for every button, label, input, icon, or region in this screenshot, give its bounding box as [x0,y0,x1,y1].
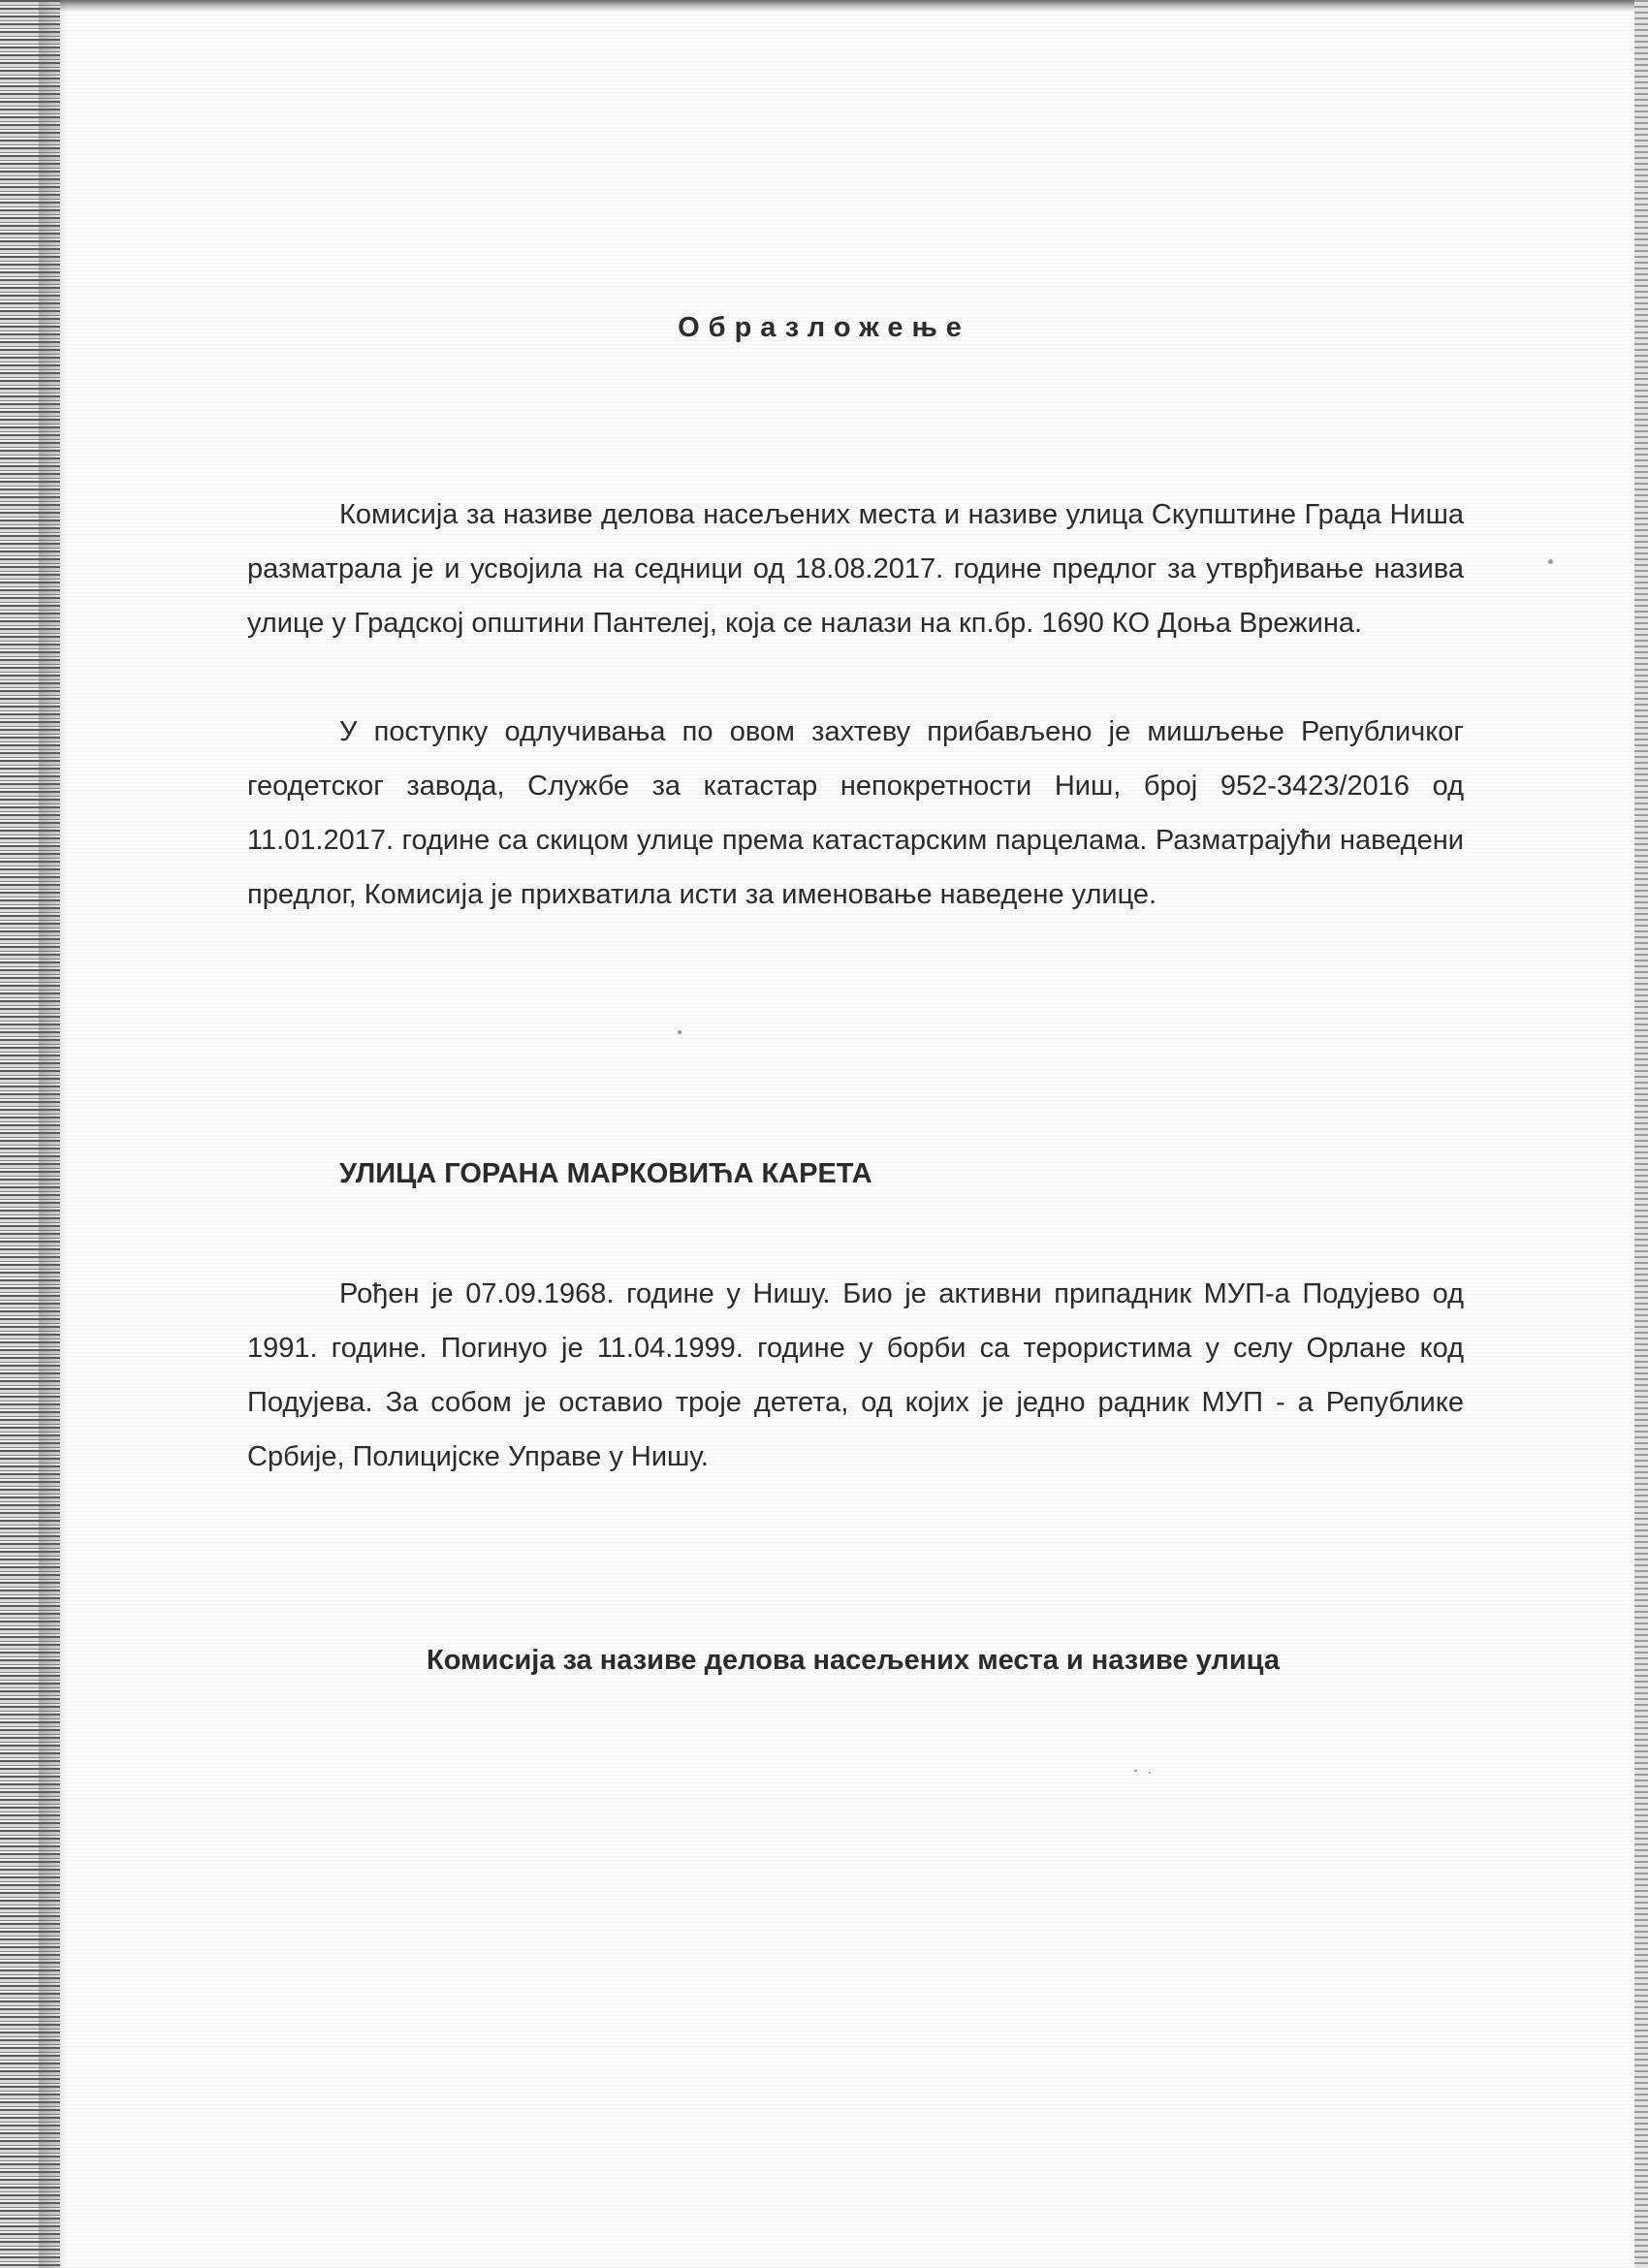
signature-commission: Комисија за називе делова насељених места и називе улица [427,1645,1280,1676]
scan-speck [1548,559,1553,564]
document-title: Образложење [678,312,970,343]
paragraph-text: Рођен је 07.09.1968. године у Нишу. Био је активни припадник МУП-а Подујево од 1991. године. Погинуо је 11.04.1999. године у борби са терористима у селу Орлане код Подујева. За собом је оставио троје детета, од којих је једно радник МУП - а Републике Србије, Полицијске Управе у Нишу. [247,1278,1464,1472]
paragraph-procedure [247,705,1464,922]
scan-speck [1134,1770,1137,1772]
street-name-heading: УЛИЦА ГОРАНА МАРКОВИЋА КАРЕТА [339,1158,872,1189]
paragraph-biography [247,1267,1464,1484]
paragraph-text: У поступку одлучивања по овом захтеву прибављено је мишљење Републичког геодетског завода, Службе за катастар непокретности Ниш, број 952-3423/2016 од 11.01.2017. године са скицом улице према катастарским парцелама. Разматрајући наведени предлог, Комисија је прихватила исти за именовање наведене улице. [247,716,1464,910]
scan-speck [678,1030,681,1034]
paragraph-text: Комисија за називе делова насељених места и називе улица Скупштине Града Ниша разматрала је и усвојила на седници од 18.08.2017. године предлог за утврђивање назива улице у Градској општини Пантелеј, која се налази на кп.бр. 1690 КО Доња Врежина. [247,499,1464,639]
paper-sheet [60,12,1634,2268]
scan-speck [1149,1772,1151,1774]
scan-border-top [0,0,1648,12]
paragraph-commission-decision [247,488,1464,650]
